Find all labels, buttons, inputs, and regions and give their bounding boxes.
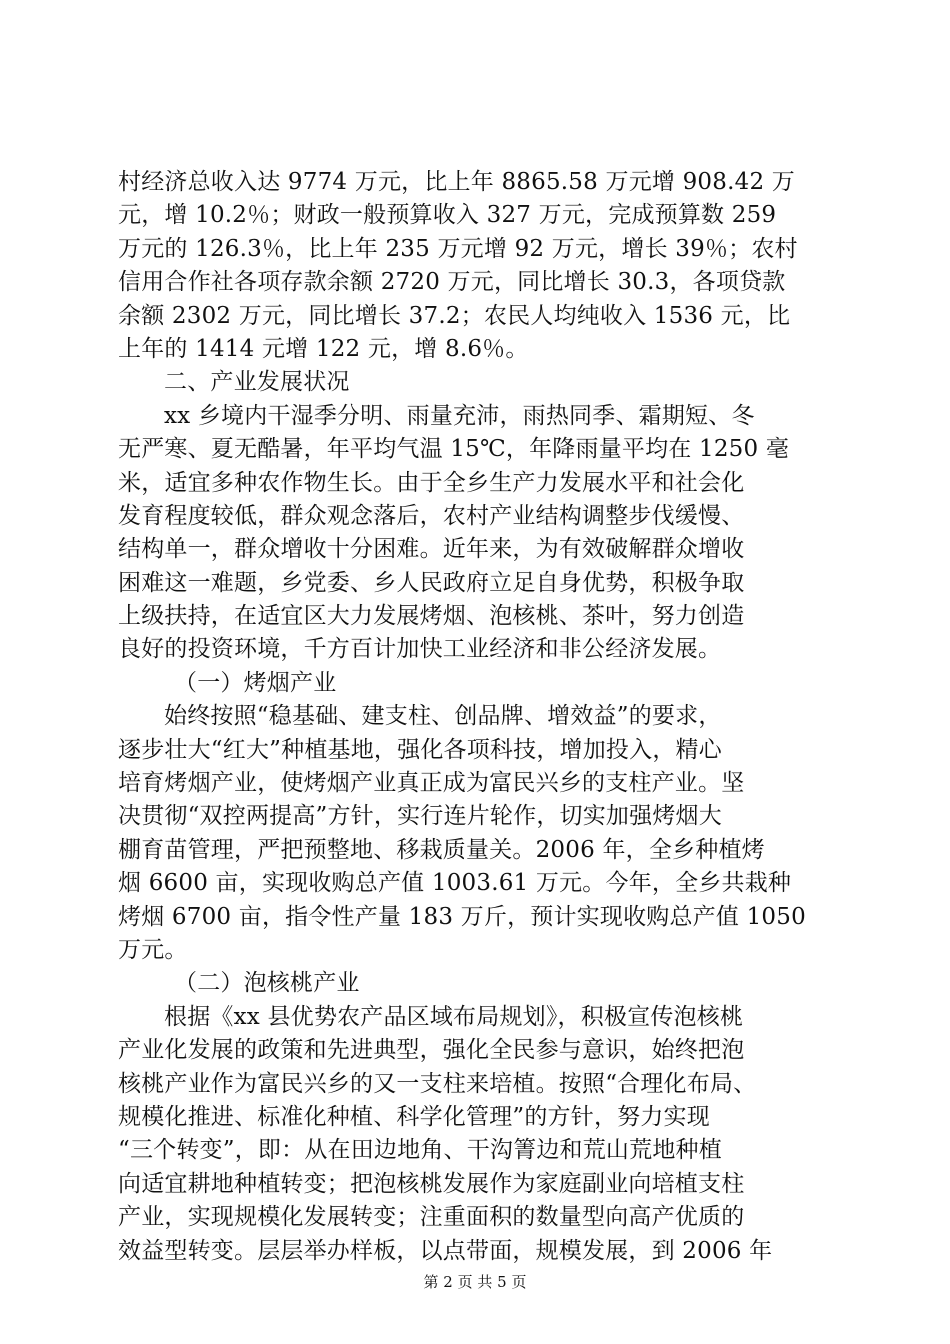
body-line: 核桃产业作为富民兴乡的又一支柱来培植。按照“合理化布局、 (118, 1070, 757, 1097)
body-line: 逐步壮大“红大”种植基地，强化各项科技，增加投入，精心 (118, 736, 722, 763)
body-line: 产业，实现规模化发展转变；注重面积的数量型向高产优质的 (118, 1204, 745, 1231)
body-line: 困难这一难题，乡党委、乡人民政府立足自身优势，积极争取 (118, 569, 745, 596)
paragraph-start: 根据《xx 县优势农产品区域布局规划》，积极宣传泡核桃 (164, 1003, 744, 1030)
document-body (118, 166, 840, 1268)
subsection-heading: （二）泡核桃产业 (174, 970, 360, 997)
body-line: 村经济总收入达 9774 万元，比上年 8865.58 万元增 908.42 万 (118, 169, 795, 195)
subsection-heading: （一）烤烟产业 (174, 669, 337, 696)
paragraph-start: xx 乡境内干湿季分明、雨量充沛，雨热同季、霜期短、冬 (164, 402, 755, 429)
body-line: 棚育苗管理，严把预整地、移栽质量关。2006 年，全乡种植烤 (118, 836, 765, 863)
body-line: 烤烟 6700 亩，指令性产量 183 万斤，预计实现收购总产值 1050 (118, 903, 806, 930)
body-line: 上年的 1414 元增 122 元，增 8.6％。 (118, 335, 529, 362)
body-line: 元，增 10.2％；财政一般预算收入 327 万元，完成预算数 259 (118, 202, 777, 229)
body-line: 良好的投资环境，千方百计加快工业经济和非公经济发展。 (118, 636, 722, 663)
body-line: 规模化推进、标准化种植、科学化管理”的方针，努力实现 (118, 1103, 710, 1130)
body-line: 米，适宜多种农作物生长。由于全乡生产力发展水平和社会化 (118, 469, 745, 496)
body-line: 决贯彻“双控两提高”方针，实行连片轮作，切实加强烤烟大 (118, 803, 722, 830)
body-line: “三个转变”，即：从在田边地角、干沟箐边和荒山荒地种植 (118, 1137, 722, 1164)
body-line: 万元。 (118, 936, 188, 963)
body-line: 万元的 126.3％，比上年 235 万元增 92 万元，增长 39％；农村 (118, 235, 798, 262)
body-line: 余额 2302 万元，同比增长 37.2；农民人均纯收入 1536 元，比 (118, 302, 791, 329)
body-line: 发育程度较低，群众观念落后，农村产业结构调整步伐缓慢、 (118, 502, 745, 529)
body-line: 培育烤烟产业，使烤烟产业真正成为富民兴乡的支柱产业。坚 (118, 770, 745, 797)
body-line: 上级扶持，在适宜区大力发展烤烟、泡核桃、茶叶，努力创造 (118, 603, 745, 630)
body-line: 效益型转变。层层举办样板，以点带面，规模发展，到 2006 年 (118, 1237, 773, 1264)
body-line: 结构单一，群众增收十分困难。近年来，为有效破解群众增收 (118, 536, 745, 563)
body-line: 产业化发展的政策和先进典型，强化全民参与意识，始终把泡 (118, 1037, 745, 1064)
page-footer (0, 1272, 950, 1292)
page-number-label: 第 2 页 共 5 页 (423, 1273, 527, 1291)
paragraph-start: 始终按照“稳基础、建支柱、创品牌、增效益”的要求， (164, 703, 722, 730)
section-heading: 二、产业发展状况 (164, 369, 350, 396)
body-line: 信用合作社各项存款余额 2720 万元，同比增长 30.3，各项贷款 (118, 269, 786, 296)
body-line: 向适宜耕地种植转变；把泡核桃发展作为家庭副业向培植支柱 (118, 1170, 745, 1197)
body-line: 烟 6600 亩，实现收购总产值 1003.61 万元。今年，全乡共栽种 (118, 870, 792, 897)
body-line: 无严寒、夏无酷暑，年平均气温 15℃，年降雨量平均在 1250 毫 (118, 436, 790, 463)
